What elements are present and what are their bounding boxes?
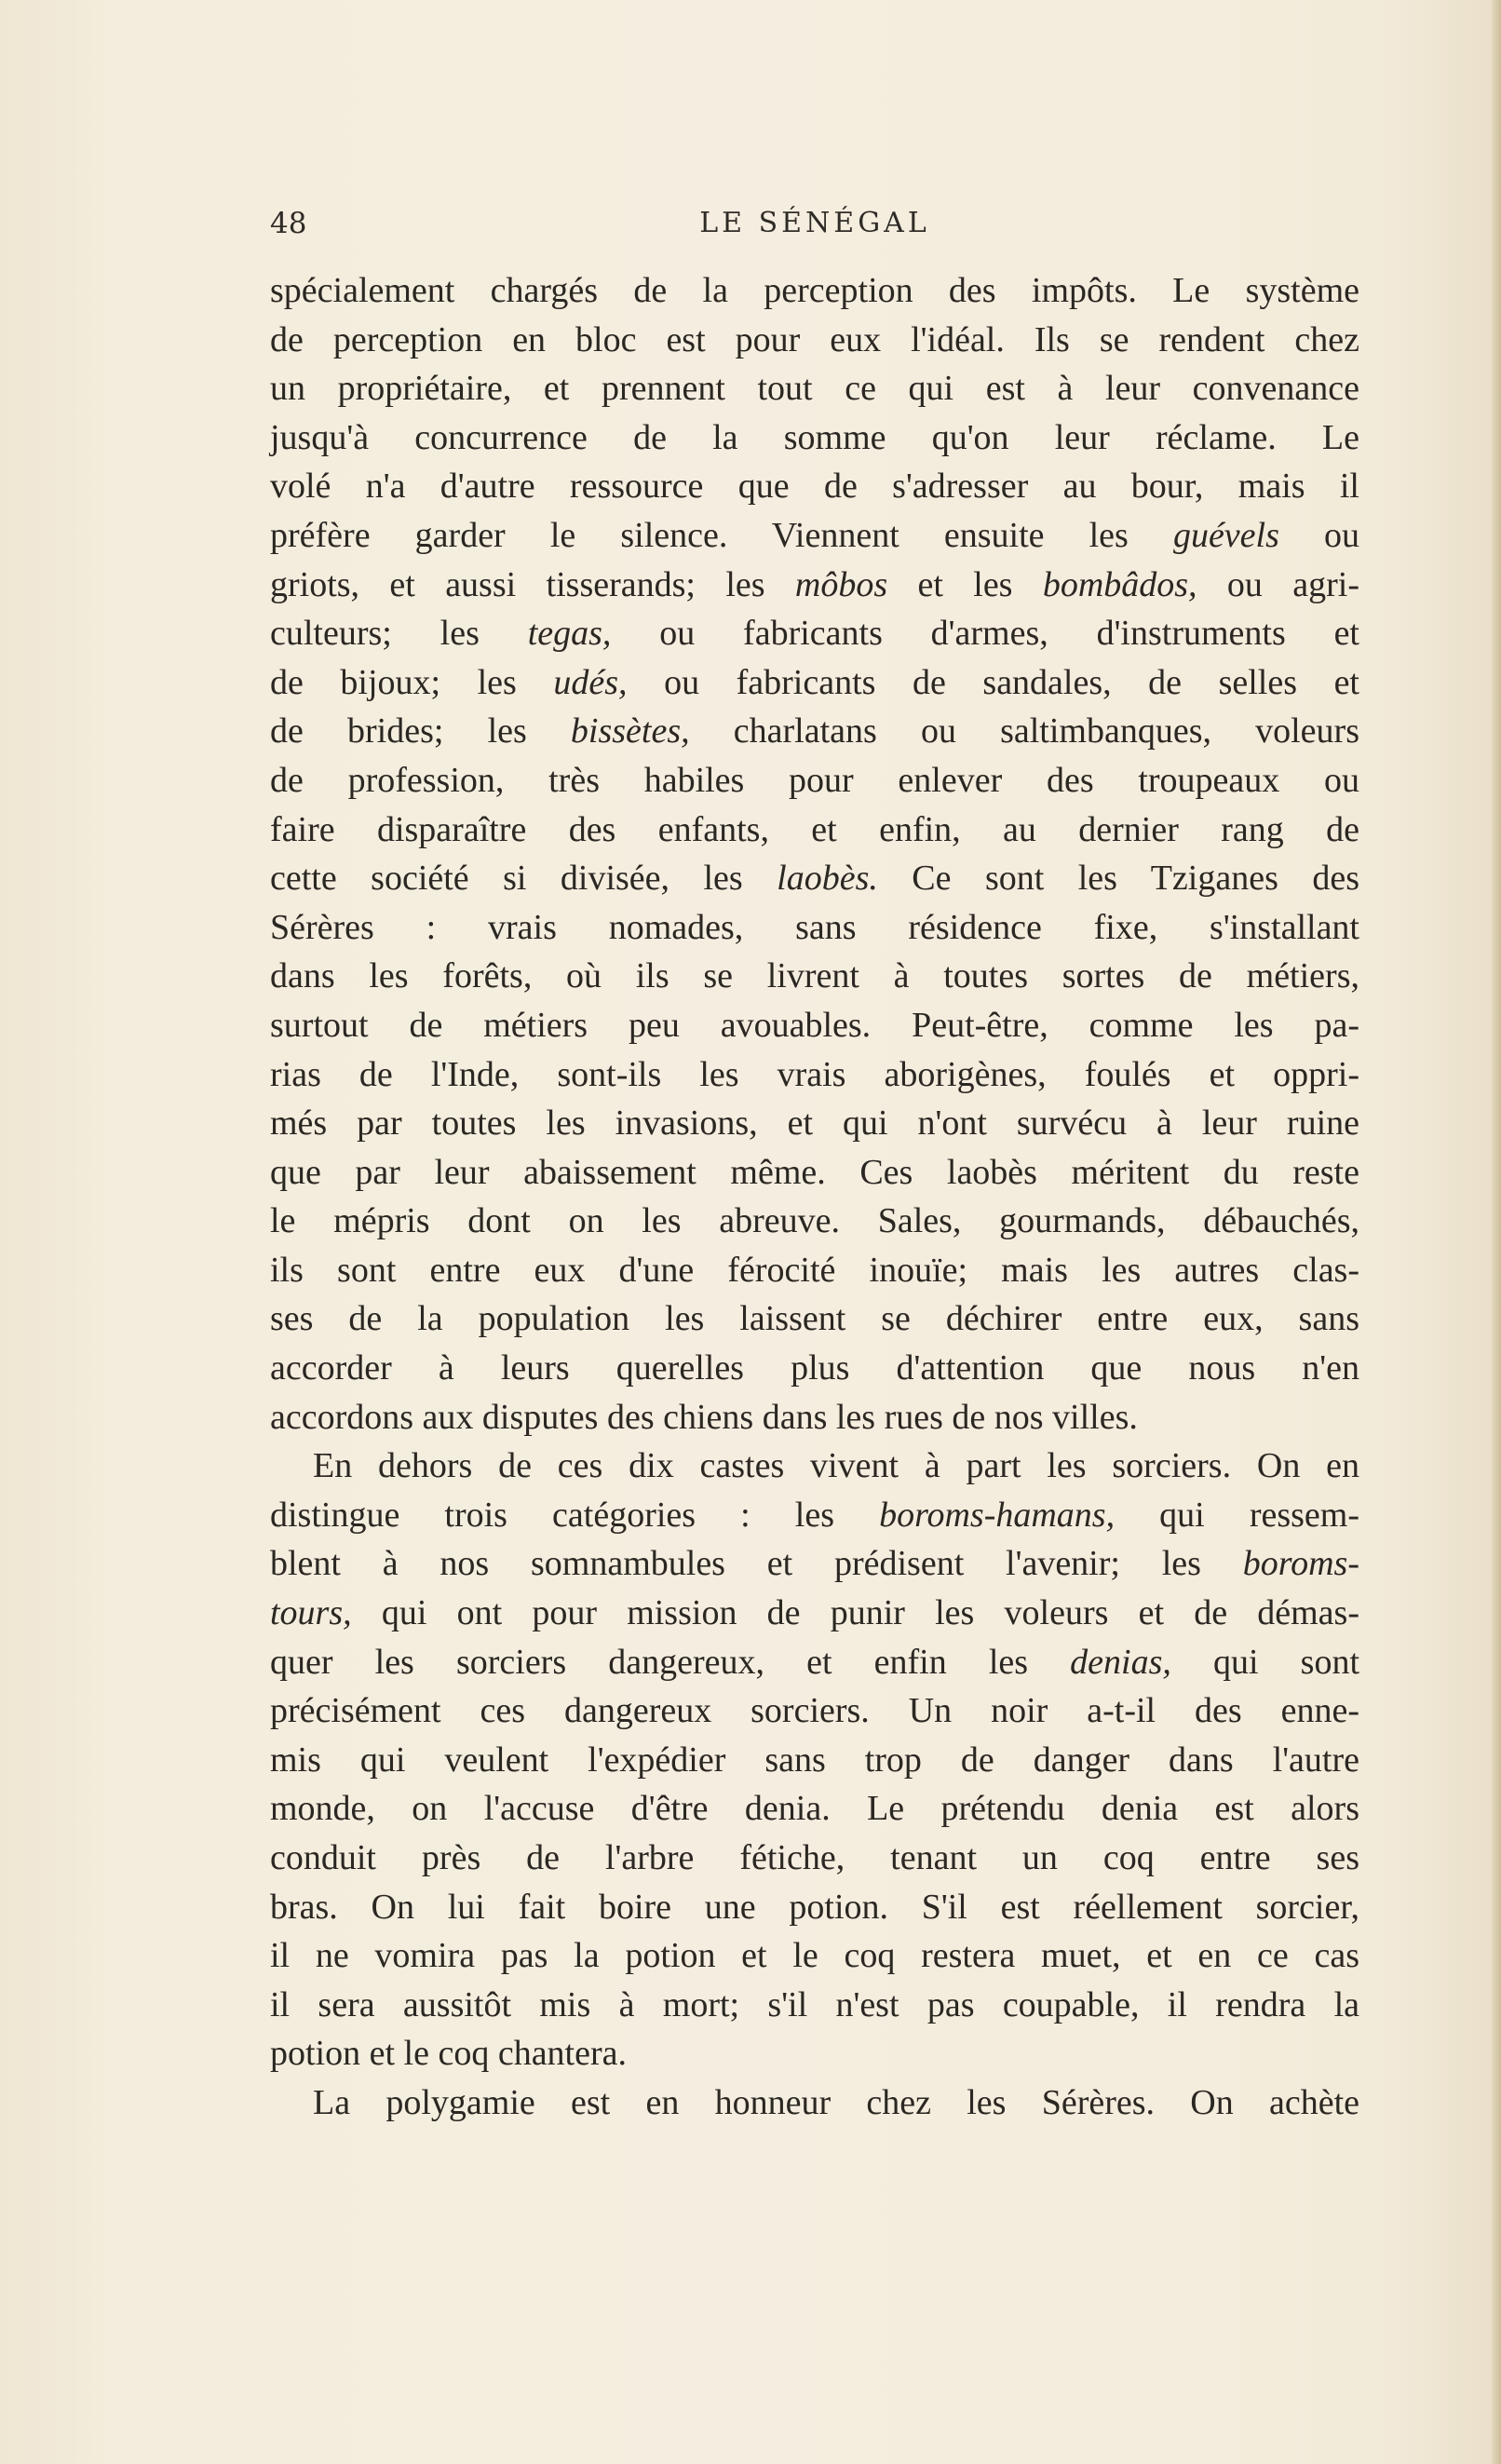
italic-term: guévels [1172, 515, 1279, 555]
text-line [270, 1050, 1359, 1100]
text-run: En dehors de ces dix castes vivent à part les sorciers. On en [313, 1446, 1359, 1486]
text-run: ses de la population les laissent se déchirer entre eux, sans [270, 1299, 1359, 1339]
text-run: que par leur abaissement même. Ces laobès méritent du reste [270, 1152, 1359, 1192]
text-run: qui ressem- [1115, 1495, 1359, 1535]
text-line [270, 1001, 1359, 1050]
text-line [270, 806, 1359, 855]
text-run: accordons aux disputes des chiens dans les rues de nos villes. [270, 1397, 1138, 1437]
text-run: préfère garder le silence. Viennent ensuite les [270, 515, 1173, 555]
text-run: volé n'a d'autre ressource que de s'adresser au bour, mais il [270, 467, 1359, 507]
text-line [270, 1638, 1359, 1687]
text-run: il ne vomira pas la potion et le coq restera muet, et en ce cas [270, 1936, 1359, 1976]
italic-term: tegas, [527, 614, 612, 654]
text-line [270, 316, 1359, 365]
text-run: ou [1278, 515, 1359, 555]
text-line [270, 658, 1359, 708]
text-line [270, 1442, 1359, 1491]
text-line [270, 707, 1359, 756]
text-run: rias de l'Inde, sont-ils les vrais aborigènes, foulés et oppri- [270, 1054, 1359, 1094]
text-run: qui sont [1170, 1642, 1360, 1682]
text-line [270, 1099, 1359, 1148]
page-number: 48 [270, 207, 307, 240]
page-edge [1492, 0, 1501, 2464]
text-run: quer les sorciers dangereux, et enfin les [270, 1642, 1071, 1682]
text-line [270, 1491, 1359, 1540]
text-run: dans les forêts, où ils se livrent à toutes sortes de métiers, [270, 956, 1359, 996]
text-line [270, 1686, 1359, 1736]
body-text [270, 266, 1359, 2128]
text-line [270, 364, 1359, 413]
text-line [270, 756, 1359, 806]
text-run: bras. On lui fait boire une potion. S'il est réellement sorcier, [270, 1887, 1359, 1927]
text-run: blent à nos somnambules et prédisent l'avenir; les [270, 1544, 1243, 1584]
italic-term: udés, [553, 662, 628, 702]
italic-term: bissètes, [570, 711, 690, 751]
italic-term: denias, [1070, 1642, 1171, 1682]
italic-term: bombâdos, [1042, 564, 1197, 604]
text-line [270, 609, 1359, 658]
text-run: mis qui veulent l'expédier sans trop de danger dans l'autre [270, 1740, 1359, 1780]
text-run: potion et le coq chantera. [270, 2034, 628, 2074]
text-line [270, 2029, 1359, 2078]
text-run: ou fabricants d'armes, d'instruments et [611, 614, 1359, 654]
text-line [270, 1981, 1359, 2030]
text-line [270, 266, 1359, 316]
text-run: jusqu'à concurrence de la somme qu'on leur réclame. Le [270, 417, 1359, 457]
text-line [270, 1393, 1359, 1442]
text-line [270, 1294, 1359, 1344]
text-run: La polygamie est en honneur chez les Sérères. On achète [313, 2082, 1359, 2122]
text-run: cette société si divisée, les [270, 859, 778, 899]
text-run: monde, on l'accuse d'être denia. Le prétendu denia est alors [270, 1789, 1359, 1829]
text-line [270, 854, 1359, 903]
text-run: Ce sont les Tziganes des [877, 859, 1359, 899]
text-run: ou fabricants de sandales, de selles et [627, 662, 1359, 702]
text-run: surtout de métiers peu avouables. Peut-être, comme les pa- [270, 1005, 1359, 1045]
text-line [270, 561, 1359, 610]
text-run: le mépris dont on les abreuve. Sales, gourmands, débauchés, [270, 1201, 1359, 1241]
text-run: spécialement chargés de la perception des impôts. Le système [270, 271, 1359, 310]
text-run: griots, et aussi tisserands; les [270, 564, 795, 604]
text-line [270, 1148, 1359, 1198]
text-line [270, 1344, 1359, 1393]
text-run: charlatans ou saltimbanques, voleurs [689, 711, 1359, 751]
italic-term: laobès. [777, 859, 878, 899]
text-run: il sera aussitôt mis à mort; s'il n'est pas coupable, il rendra la [270, 1984, 1359, 2024]
text-run: de brides; les [270, 711, 571, 751]
text-run: accorder à leurs querelles plus d'attention que nous n'en [270, 1348, 1359, 1388]
text-line [270, 1883, 1359, 1932]
text-run: qui ont pour mission de punir les voleurs et de démas- [351, 1593, 1359, 1633]
text-run: de profession, très habiles pour enlever des troupeaux ou [270, 760, 1359, 800]
text-line [270, 462, 1359, 511]
text-line [270, 413, 1359, 463]
text-run: de bijoux; les [270, 662, 554, 702]
text-run: ils sont entre eux d'une férocité inouïe; mais les autres clas- [270, 1250, 1359, 1290]
text-line [270, 1589, 1359, 1638]
text-line [270, 1834, 1359, 1883]
text-line [270, 1539, 1359, 1589]
text-run: més par toutes les invasions, et qui n'ont survécu à leur ruine [270, 1103, 1359, 1144]
text-run: de perception en bloc est pour eux l'idéal. Ils se rendent chez [270, 319, 1359, 359]
text-line [270, 1736, 1359, 1785]
text-line [270, 1197, 1359, 1246]
page-header [270, 207, 1359, 244]
text-line [270, 952, 1359, 1001]
italic-term: tours, [270, 1593, 352, 1633]
text-line [270, 1246, 1359, 1295]
italic-term: boroms-hamans, [879, 1495, 1116, 1535]
text-line [270, 2078, 1359, 2128]
text-run: faire disparaître des enfants, et enfin, au dernier rang de [270, 809, 1359, 849]
text-run: Sérères : vrais nomades, sans résidence fixe, s'installant [270, 907, 1359, 947]
text-line [270, 511, 1359, 561]
italic-term: môbos [794, 564, 888, 604]
text-run: culteurs; les [270, 614, 528, 654]
text-run: ou agri- [1197, 564, 1360, 604]
text-run: précisément ces dangereux sorciers. Un noir a-t-il des enne- [270, 1691, 1359, 1731]
text-run: et les [887, 564, 1043, 604]
text-run: un propriétaire, et prennent tout ce qui est à leur convenance [270, 369, 1359, 409]
text-run: conduit près de l'arbre fétiche, tenant un coq entre ses [270, 1838, 1359, 1877]
italic-term: boroms- [1242, 1544, 1359, 1584]
text-line [270, 1931, 1359, 1981]
text-run: distingue trois catégories : les [270, 1495, 880, 1535]
text-line [270, 1784, 1359, 1834]
text-line [270, 903, 1359, 953]
running-title: LE SÉNÉGAL [699, 207, 930, 239]
